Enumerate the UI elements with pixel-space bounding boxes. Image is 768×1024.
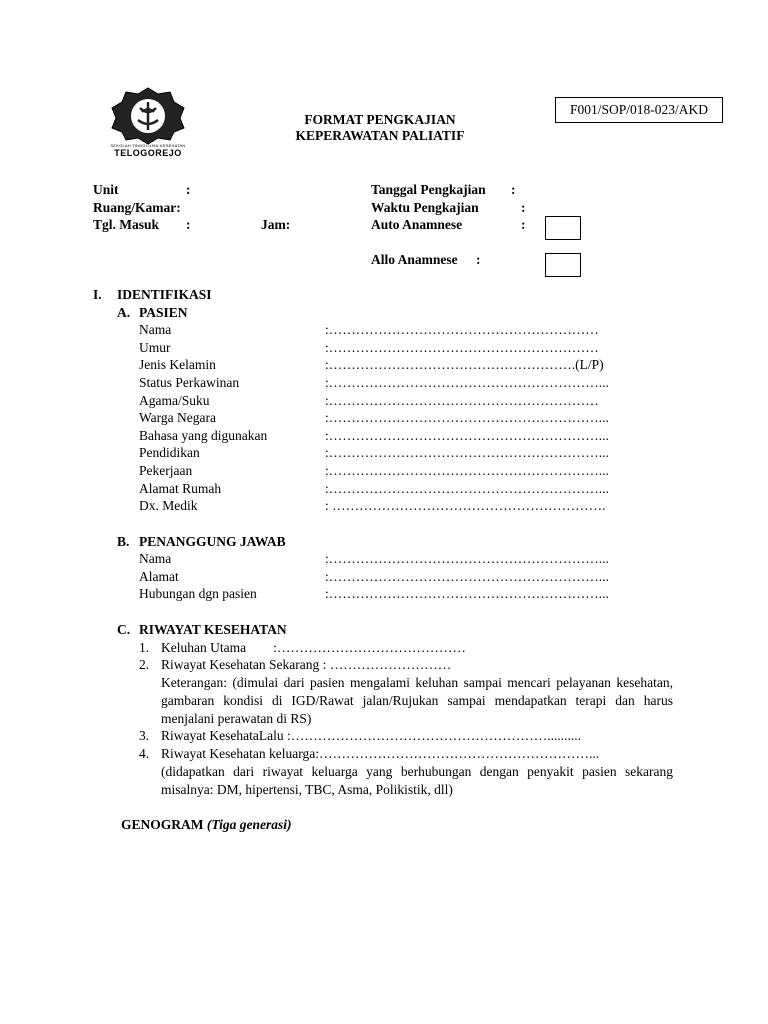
list-item-number: 3.	[139, 728, 150, 743]
tanggal-pengkajian-colon: :	[511, 182, 516, 197]
field-dots[interactable]: :……………………………………………………...	[325, 481, 609, 496]
keterangan-paragraph: Keterangan: (dimulai dari pasien mengalami keluhan sampai mencari pelayanan kesehatan, gambaran kondisi di IGD/Rawat jalan/Rujukan sampai mendapatkan terapi dan harus menjalani perawatan di RS)	[161, 675, 673, 726]
family-history-note: (didapatkan dari riwayat keluarga yang berhubungan dengan penyakit pasien sekarang misalnya: DM, hipertensi, TBC, Asma, Polikistik, dll)	[161, 764, 673, 797]
form-title-line2: KEPERAWATAN PALIATIF	[295, 128, 465, 143]
field-label: Alamat Rumah	[139, 481, 222, 496]
field-label: Agama/Suku	[139, 393, 210, 408]
allo-anamnese-checkbox[interactable]	[545, 253, 581, 277]
list-item-text[interactable]: Keluhan Utama :……………………………………	[161, 640, 466, 655]
tgl-masuk-label: Tgl. Masuk	[93, 217, 160, 232]
field-dots[interactable]: :……………………………………………………...	[325, 428, 609, 443]
field-label: Jenis Kelamin	[139, 357, 216, 372]
unit-label: Unit	[93, 182, 119, 197]
subsection-c-letter: C.	[117, 622, 131, 637]
field-dots[interactable]: :……………………………………………………...	[325, 569, 609, 584]
subsection-b-title: PENANGGUNG JAWAB	[139, 534, 286, 549]
list-item-text[interactable]: Riwayat Kesehatan Sekarang : ………………………	[161, 657, 452, 672]
list-item-number: 1.	[139, 640, 150, 655]
field-dots[interactable]: :……………………………………………………...	[325, 410, 609, 425]
field-dots[interactable]: :……………………………………………………	[325, 322, 599, 337]
ruang-label: Ruang/Kamar:	[93, 200, 181, 215]
subsection-b-letter: B.	[117, 534, 130, 549]
subsection-a-letter: A.	[117, 305, 131, 320]
field-dots[interactable]: :……………………………………………………	[325, 393, 599, 408]
field-label: Hubungan dgn pasien	[139, 586, 257, 601]
field-label: Status Perkawinan	[139, 375, 240, 390]
field-dots[interactable]: :……………………………………………………...	[325, 551, 609, 566]
subsection-a-title: PASIEN	[139, 305, 188, 320]
auto-anamnese-colon: :	[521, 217, 526, 232]
tanggal-pengkajian-label: Tanggal Pengkajian	[371, 182, 486, 197]
field-dots[interactable]: :……………………………………………………...	[325, 586, 609, 601]
field-label: Pekerjaan	[139, 463, 193, 478]
field-label: Alamat	[139, 569, 179, 584]
section-title: IDENTIFIKASI	[117, 287, 212, 302]
field-label: Umur	[139, 340, 171, 355]
waktu-pengkajian-label: Waktu Pengkajian	[371, 200, 479, 215]
field-dots[interactable]: :……………………………………………………...	[325, 445, 609, 460]
list-item-number: 2.	[139, 657, 150, 672]
genogram-heading	[121, 816, 292, 833]
tgl-masuk-colon: :	[186, 217, 191, 232]
genogram-subtitle: (Tiga generasi)	[206, 817, 292, 832]
field-label: Nama	[139, 322, 172, 337]
section-number: I.	[93, 287, 102, 302]
field-label: Bahasa yang digunakan	[139, 428, 268, 443]
genogram-label: GENOGRAM	[121, 817, 204, 832]
allo-anamnese-colon: :	[476, 252, 481, 267]
field-label: Pendidikan	[139, 445, 200, 460]
allo-anamnese-label: Allo Anamnese	[371, 252, 458, 267]
jam-label: Jam:	[261, 217, 291, 232]
waktu-pengkajian-colon: :	[521, 200, 526, 215]
auto-anamnese-checkbox[interactable]	[545, 216, 581, 240]
field-label: Nama	[139, 551, 172, 566]
field-dots[interactable]: :……………………………………………………...	[325, 375, 609, 390]
form-code-box: F001/SOP/018-023/AKD	[555, 97, 723, 123]
form-title-line1: FORMAT PENGKAJIAN	[304, 112, 456, 127]
institution-logo	[108, 86, 188, 158]
list-item-number: 4.	[139, 746, 150, 761]
list-item-text[interactable]: Riwayat KesehataLalu :…………………………………………………..........	[161, 728, 581, 743]
logo-small-text: SEKOLAH TINGGI ILMU KESEHATAN	[110, 143, 186, 148]
unit-colon: :	[186, 182, 191, 197]
field-dots[interactable]: :……………………………………………………	[325, 340, 599, 355]
field-dots[interactable]: :……………………………………………………...	[325, 463, 609, 478]
list-item-text[interactable]: Riwayat Kesehatan keluarga:……………………………………………………...	[161, 746, 600, 761]
subsection-c-title: RIWAYAT KESEHATAN	[139, 622, 287, 637]
auto-anamnese-label: Auto Anamnese	[371, 217, 463, 232]
field-dots[interactable]: :……………………………………………….(L/P)	[325, 357, 604, 372]
field-label: Warga Negara	[139, 410, 216, 425]
field-label: Dx. Medik	[139, 498, 198, 513]
field-dots[interactable]: : …………………………………………………….	[325, 498, 606, 513]
logo-large-text: TELOGOREJO	[114, 148, 182, 158]
